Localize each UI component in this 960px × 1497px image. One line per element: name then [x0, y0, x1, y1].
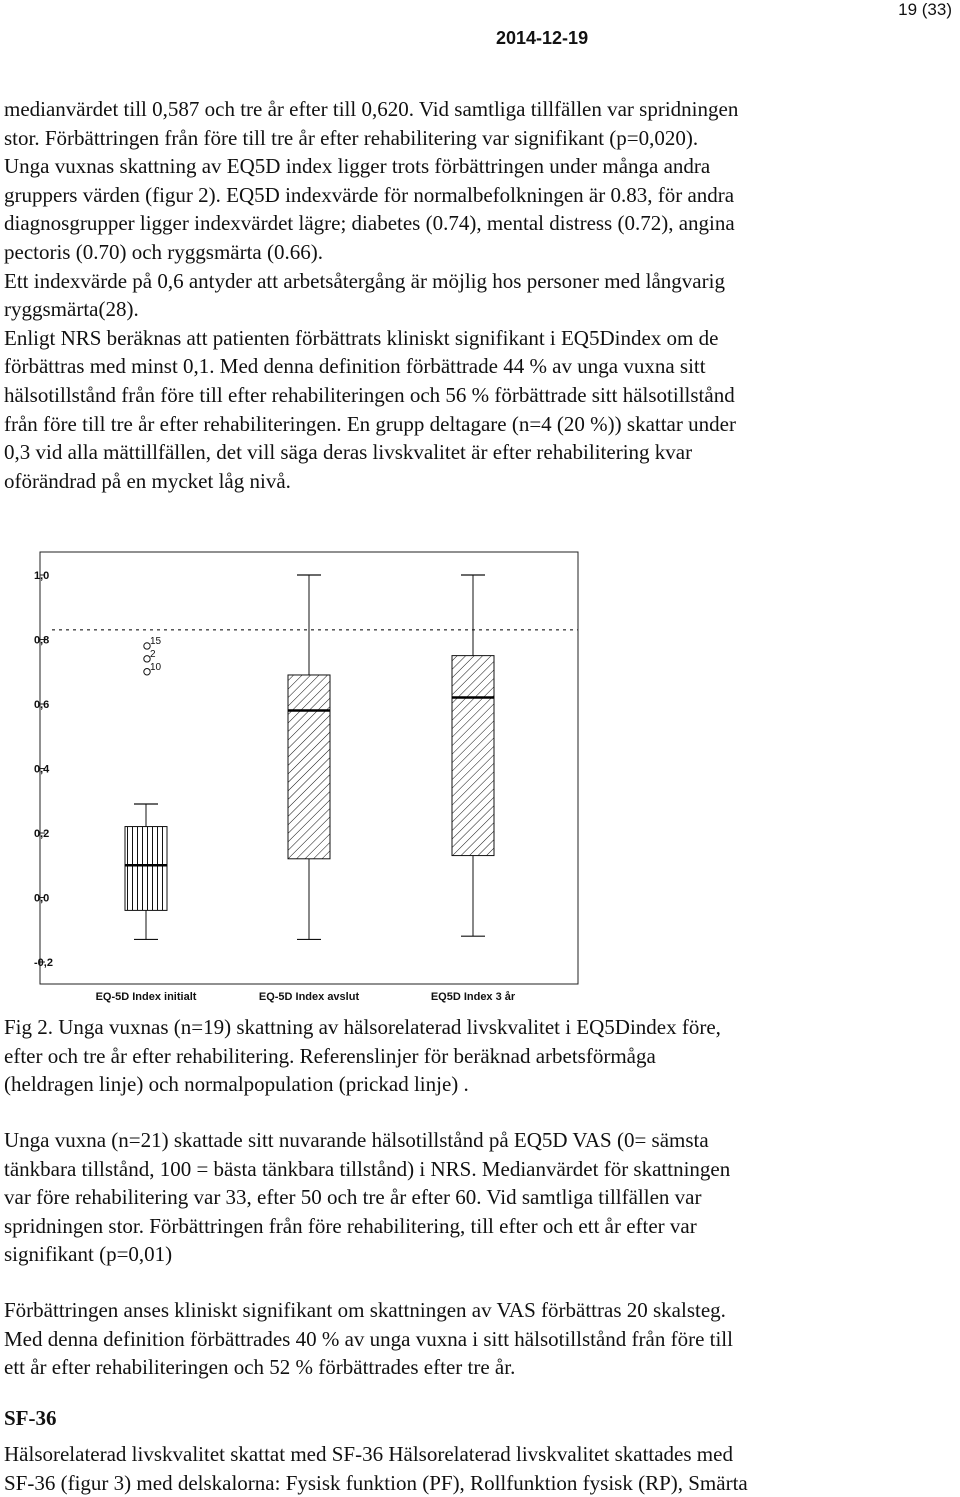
- text-line: pectoris (0.70) och ryggsmärta (0.66).: [4, 239, 323, 264]
- text-line: signifikant (p=0,01): [4, 1242, 173, 1267]
- text-line: ryggsmärta(28).: [4, 297, 139, 322]
- box: [288, 675, 330, 859]
- y-tick-label: 0,0: [34, 892, 50, 905]
- paragraph-vas-significance: [4, 1296, 954, 1382]
- text-line: oförändrad på en mycket låg nivå.: [4, 468, 291, 493]
- page-number: 19 (33): [898, 0, 952, 19]
- paragraph-eq5d-vas: [4, 1126, 954, 1269]
- y-tick-label: -0,2: [34, 957, 53, 969]
- text-line: gruppers värden (figur 2). EQ5D indexvärde för normalbefolkningen är 0.83, för andra: [4, 182, 735, 207]
- box: [452, 656, 494, 856]
- text-line: Ett indexvärde på 0,6 antyder att arbetsåtergång är möjlig hos personer med långvarig: [4, 268, 725, 293]
- section-heading: SF-36: [4, 1406, 57, 1430]
- y-tick-label: 0,4: [34, 763, 50, 776]
- text-line: diagnosgrupper ligger indexvärdet lägre; diabetes (0.74), mental distress (0.72), angina: [4, 211, 735, 236]
- text-line: Unga vuxna (n=21) skattade sitt nuvarande hälsotillstånd på EQ5D VAS (0= sämsta: [4, 1128, 709, 1152]
- outlier-label: 10: [150, 661, 162, 673]
- category-label: EQ-5D Index avslut: [258, 991, 360, 1003]
- category-label: EQ-5D Index initialt: [95, 991, 197, 1003]
- boxplot-chart: [30, 548, 590, 1010]
- text-line: Enligt NRS beräknas att patienten förbättrats kliniskt signifikant i EQ5Dindex om de: [4, 325, 719, 350]
- y-tick-label: 0,2: [34, 828, 50, 840]
- y-tick-label: 0,6: [34, 699, 50, 711]
- text-line: var före rehabilitering var 33, efter 50 och tre år efter 60. Vid samtliga tillfällen var: [4, 1185, 702, 1210]
- text-line: från före till tre år efter rehabiliteringen. En grupp deltagare (n=4 (20 %)) skattar under: [4, 411, 736, 436]
- text-line: förbättras med minst 0,1. Med denna definition förbättrade 44 % av unga vuxna sitt: [4, 354, 706, 379]
- text-line: hälsotillstånd från före till efter rehabiliteringen och 56 % förbättrade sitt hälsotillstånd: [4, 382, 735, 407]
- caption-line: Fig 2. Unga vuxnas (n=19) skattning av hälsorelaterad livskvalitet i EQ5Dindex före,: [4, 1015, 721, 1039]
- y-tick-label: 0,8: [34, 634, 50, 647]
- figure-caption: [4, 1013, 954, 1099]
- caption-line: (heldragen linje) och normalpopulation (prickad linje) .: [4, 1072, 469, 1097]
- box: [125, 827, 167, 911]
- boxplot-figure: [30, 548, 590, 1010]
- text-line: SF-36 (figur 3) med delskalorna: Fysisk funktion (PF), Rollfunktion fysisk (RP), Smärta: [4, 1470, 748, 1495]
- caption-line: efter och tre år efter rehabilitering. Referenslinjer för beräknad arbetsförmåga: [4, 1043, 656, 1068]
- paragraph-eq5d-index: [4, 95, 954, 495]
- text-line: Hälsorelaterad livskvalitet skattat med SF-36 Hälsorelaterad livskvalitet skattades med: [4, 1442, 733, 1466]
- y-tick-label: 1,0: [34, 570, 50, 582]
- text-line: 0,3 vid alla mättillfällen, det vill säga deras livskvalitet är efter rehabilitering kvar: [4, 440, 693, 465]
- text-line: Unga vuxnas skattning av EQ5D index ligger trots förbättringen under många andra: [4, 154, 711, 179]
- text-line: tänkbara tillstånd, 100 = bästa tänkbara tillstånd) i NRS. Medianvärdet för skattningen: [4, 1156, 731, 1181]
- outlier-label: 2: [150, 648, 156, 660]
- text-line: Med denna definition förbättrades 40 % av unga vuxna i sitt hälsotillstånd från före till: [4, 1326, 733, 1351]
- paragraph-sf36: [4, 1440, 954, 1497]
- text-line: Förbättringen anses kliniskt signifikant om skattningen av VAS förbättras 20 skalsteg.: [4, 1298, 726, 1322]
- category-label: EQ5D Index 3 år: [430, 991, 516, 1003]
- outlier-label: 15: [150, 635, 162, 647]
- text-line: ett år efter rehabiliteringen och 52 % förbättrades efter tre år.: [4, 1355, 516, 1380]
- document-date: 2014-12-19: [496, 28, 589, 48]
- text-line: spridningen stor. Förbättringen från före rehabilitering, till efter och ett år efter var: [4, 1213, 697, 1238]
- text-line: medianvärdet till 0,587 och tre år efter till 0,620. Vid samtliga tillfällen var spridningen: [4, 97, 739, 121]
- text-line: stor. Förbättringen från före till tre år efter rehabilitering var signifikant (p=0,020).: [4, 125, 699, 150]
